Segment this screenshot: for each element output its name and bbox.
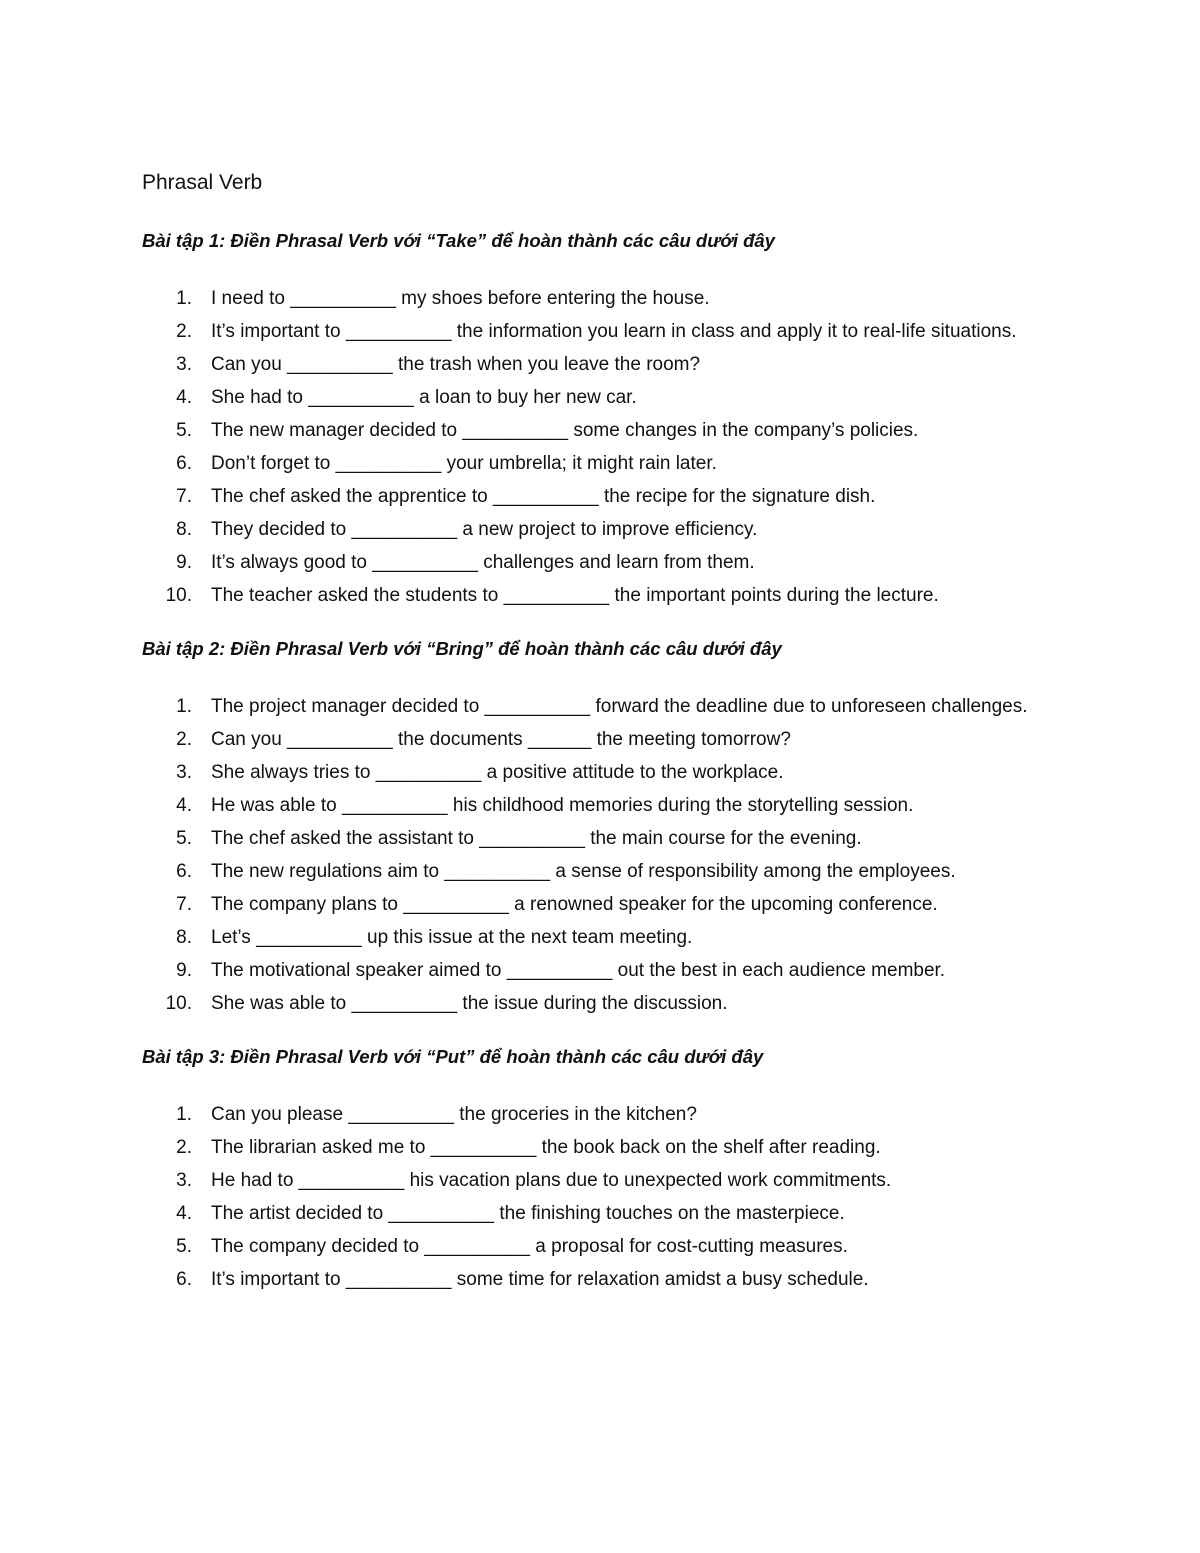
exercise-section-2 [142, 635, 1082, 1020]
item-text: I need to __________ my shoes before entering the house. [211, 288, 710, 309]
item-text: Don’t forget to __________ your umbrella; it might rain later. [211, 453, 717, 474]
list-item [142, 1131, 1082, 1164]
item-text: The chef asked the apprentice to __________ the recipe for the signature dish. [211, 486, 876, 507]
list-item [142, 579, 1082, 612]
list-item [142, 723, 1082, 756]
item-number: 2. [176, 729, 192, 750]
list-item [142, 348, 1082, 381]
document-title: Phrasal Verb [142, 171, 263, 194]
item-text: It’s important to __________ some time for relaxation amidst a busy schedule. [211, 1269, 869, 1290]
list-item [142, 690, 1082, 723]
item-text: It’s important to __________ the information you learn in class and apply it to real-life situations. [211, 321, 1017, 342]
list-item [142, 414, 1082, 447]
item-text: The motivational speaker aimed to __________ out the best in each audience member. [211, 960, 946, 981]
item-text: He was able to __________ his childhood memories during the storytelling session. [211, 795, 914, 816]
exercise-section-1 [142, 227, 1082, 612]
list-item [142, 921, 1082, 954]
item-number: 8. [176, 927, 192, 948]
item-number: 2. [176, 321, 192, 342]
item-number: 1. [176, 696, 192, 717]
list-item [142, 1230, 1082, 1263]
item-number: 5. [176, 828, 192, 849]
item-number: 10. [165, 993, 192, 1014]
list-item [142, 954, 1082, 987]
exercise-list [142, 690, 1082, 1020]
item-number: 10. [165, 585, 192, 606]
item-text: The company decided to __________ a proposal for cost-cutting measures. [211, 1236, 848, 1257]
item-text: Let’s __________ up this issue at the next team meeting. [211, 927, 693, 948]
item-number: 5. [176, 1236, 192, 1257]
item-text: The company plans to __________ a renowned speaker for the upcoming conference. [211, 894, 938, 915]
item-number: 3. [176, 354, 192, 375]
item-text: The teacher asked the students to __________ the important points during the lecture. [211, 585, 939, 606]
item-text: The project manager decided to __________ forward the deadline due to unforeseen challenges. [211, 696, 1028, 717]
list-item [142, 447, 1082, 480]
item-number: 3. [176, 762, 192, 783]
list-item [142, 888, 1082, 921]
item-number: 9. [176, 960, 192, 981]
item-text: Can you __________ the documents ______ the meeting tomorrow? [211, 729, 791, 750]
item-text: The artist decided to __________ the finishing touches on the masterpiece. [211, 1203, 845, 1224]
list-item [142, 855, 1082, 888]
item-number: 6. [176, 453, 192, 474]
item-number: 1. [176, 1104, 192, 1125]
item-text: He had to __________ his vacation plans due to unexpected work commitments. [211, 1170, 892, 1191]
item-text: The librarian asked me to __________ the book back on the shelf after reading. [211, 1137, 881, 1158]
item-number: 6. [176, 1269, 192, 1290]
list-item [142, 546, 1082, 579]
item-text: Can you __________ the trash when you leave the room? [211, 354, 701, 375]
item-number: 2. [176, 1137, 192, 1158]
list-item [142, 315, 1082, 348]
list-item [142, 1164, 1082, 1197]
exercise-list [142, 282, 1082, 612]
list-item [142, 756, 1082, 789]
item-number: 7. [176, 894, 192, 915]
exercise-heading: Bài tập 3: Điền Phrasal Verb với “Put” để hoàn thành các câu dưới đây [142, 1046, 764, 1067]
item-number: 6. [176, 861, 192, 882]
item-number: 7. [176, 486, 192, 507]
item-number: 1. [176, 288, 192, 309]
item-text: The chef asked the assistant to __________ the main course for the evening. [211, 828, 862, 849]
exercise-heading: Bài tập 1: Điền Phrasal Verb với “Take” để hoàn thành các câu dưới đây [142, 230, 775, 251]
exercise-heading: Bài tập 2: Điền Phrasal Verb với “Bring” để hoàn thành các câu dưới đây [142, 638, 782, 659]
list-item [142, 987, 1082, 1020]
item-number: 8. [176, 519, 192, 540]
item-text: They decided to __________ a new project to improve efficiency. [211, 519, 758, 540]
exercise-section-3 [142, 1043, 1082, 1296]
list-item [142, 513, 1082, 546]
item-number: 5. [176, 420, 192, 441]
item-number: 4. [176, 1203, 192, 1224]
exercise-list [142, 1098, 1082, 1296]
item-text: She always tries to __________ a positive attitude to the workplace. [211, 762, 784, 783]
list-item [142, 480, 1082, 513]
list-item [142, 789, 1082, 822]
item-text: The new regulations aim to __________ a sense of responsibility among the employees. [211, 861, 956, 882]
list-item [142, 822, 1082, 855]
item-number: 4. [176, 795, 192, 816]
list-item [142, 1263, 1082, 1296]
item-number: 4. [176, 387, 192, 408]
item-text: The new manager decided to __________ some changes in the company’s policies. [211, 420, 919, 441]
list-item [142, 381, 1082, 414]
item-text: Can you please __________ the groceries in the kitchen? [211, 1104, 697, 1125]
list-item [142, 1197, 1082, 1230]
list-item [142, 282, 1082, 315]
document-page [142, 168, 1082, 1319]
item-text: It’s always good to __________ challenges and learn from them. [211, 552, 755, 573]
item-number: 3. [176, 1170, 192, 1191]
list-item [142, 1098, 1082, 1131]
item-number: 9. [176, 552, 192, 573]
item-text: She was able to __________ the issue during the discussion. [211, 993, 728, 1014]
item-text: She had to __________ a loan to buy her new car. [211, 387, 637, 408]
